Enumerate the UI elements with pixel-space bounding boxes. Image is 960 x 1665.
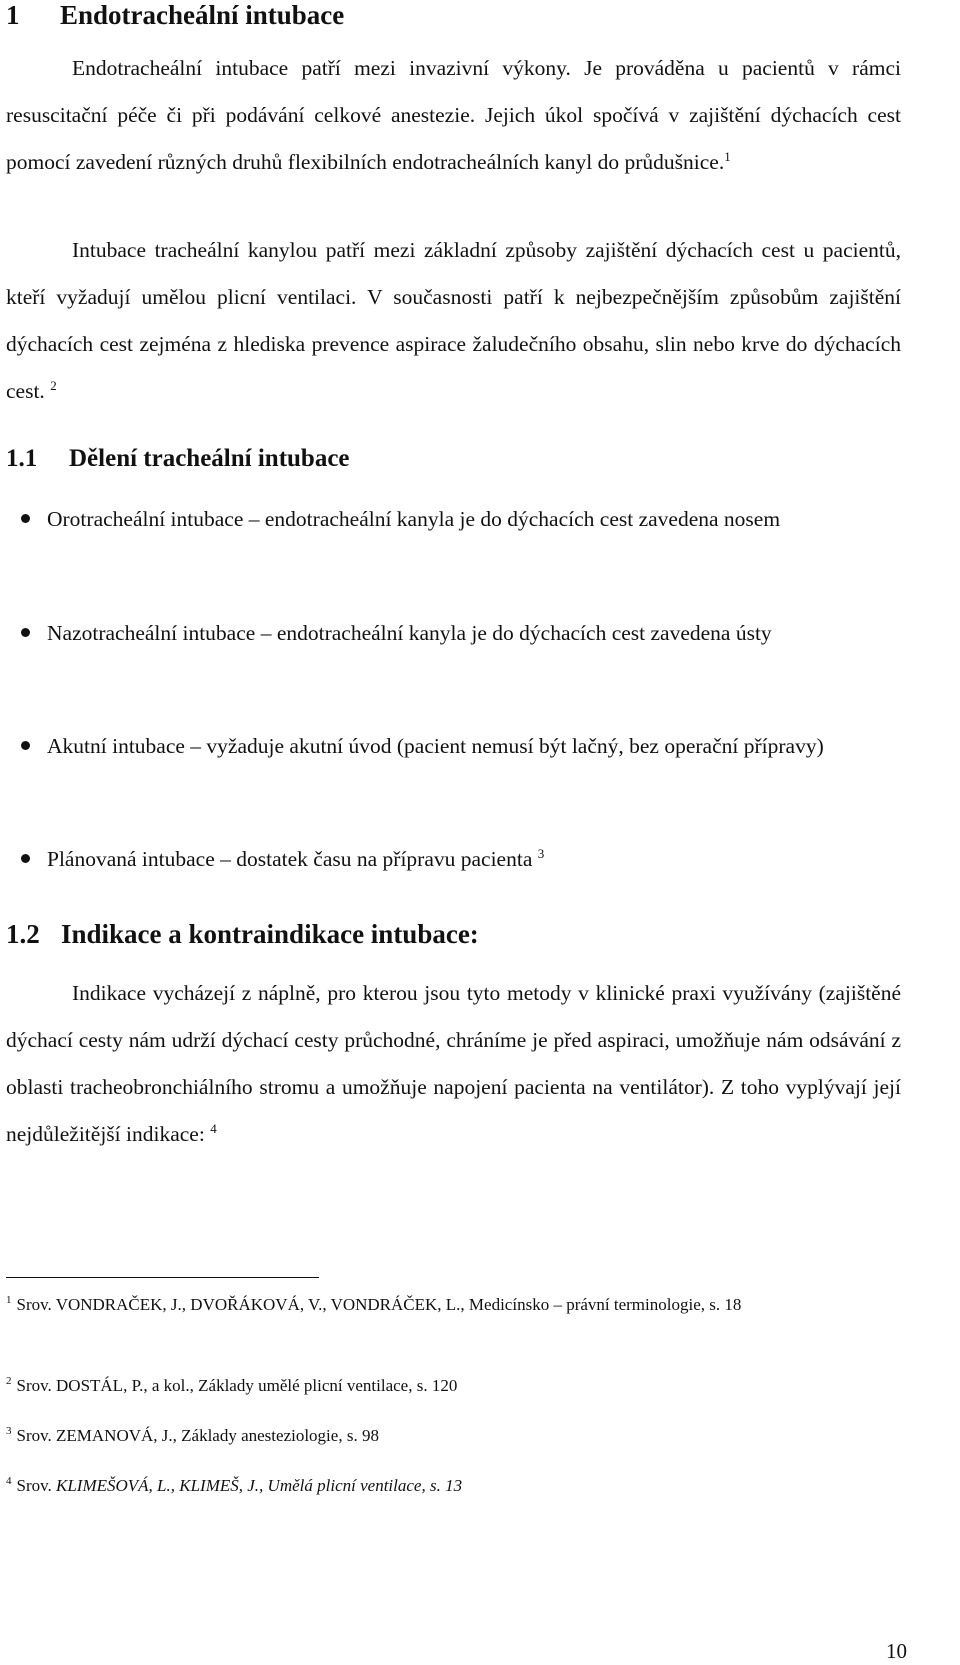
footnote-text: Srov. DOSTÁL, P., a kol., Základy umělé plicní ventilace, s. 120: [16, 1376, 458, 1395]
section-number-1-2: 1.2: [6, 919, 40, 949]
footnote-2: [6, 1369, 886, 1403]
footnote-divider: [6, 1277, 319, 1278]
footnote-text: Srov. VONDRAČEK, J., DVOŘÁKOVÁ, V., VONDRÁČEK, L., Medicínsko – právní terminologie, s. 18: [16, 1295, 742, 1314]
footnote-1: [6, 1288, 886, 1322]
bullet-icon: [21, 854, 30, 863]
chapter-heading: [6, 0, 344, 34]
intro-paragraph-1: [6, 45, 901, 186]
section-title-1-2: Indikace a kontraindikace intubace:: [61, 919, 479, 949]
list-item-text: Nazotracheální intubace – endotracheální kanyla je do dýchacích cest zavedena ústy: [47, 621, 772, 645]
chapter-title: Endotracheální intubace: [60, 0, 345, 30]
footnote-mark: 2: [6, 1375, 12, 1387]
section-heading-1-2: [6, 913, 479, 955]
page-number: 10: [886, 1639, 907, 1663]
footnote-mark: 3: [6, 1425, 12, 1437]
bullet-icon: [21, 741, 30, 750]
footnote-ref-4: 4: [210, 1121, 217, 1136]
footnote-3: [6, 1419, 886, 1453]
intro-paragraph-1-text: Endotracheální intubace patří mezi invazivní výkony. Je prováděna u pacientů v rámci resuscitační péče či při podávání celkové anestezie. Jejich úkol spočívá v zajištění dýchacích cest pomocí zavedení různých druhů flexibilních endotracheálních kanyl do průdušnice.: [6, 56, 901, 174]
footnote-ref-3: 3: [537, 846, 545, 861]
footnote-ref-2: 2: [50, 378, 57, 393]
section-number-1-1: 1.1: [6, 445, 38, 472]
footnote-mark: 4: [6, 1475, 12, 1487]
bullet-icon: [21, 628, 30, 637]
section-title-1-1: Dělení tracheální intubace: [69, 445, 350, 472]
list-item-text: Plánovaná intubace – dostatek času na přípravu pacienta $^3$: [47, 846, 545, 871]
section-heading-1-1: [6, 439, 350, 479]
bullet-icon: [21, 514, 30, 523]
indications-paragraph-text: Indikace vycházejí z náplně, pro kterou jsou tyto metody v klinické praxi využívány (zajištěné dýchací cesty nám udrží dýchací cesty průchodné, chráníme je před aspiraci, umožňuje nám odsávání z oblasti tracheobronchiálního stromu a umožňuje napojení pacienta na ventilátor). Z toho vyplývají její nejdůležitější indikace:: [6, 981, 901, 1146]
list-item-text: Akutní intubace – vyžaduje akutní úvod (pacient nemusí být lačný, bez operační přípravy): [47, 734, 824, 758]
chapter-number: 1: [6, 0, 20, 30]
footnote-mark: 1: [6, 1294, 12, 1306]
footnote-italic-text: KLIMEŠOVÁ, L., KLIMEŠ, J., Umělá plicní ventilace, s. 13: [56, 1476, 463, 1495]
intro-paragraph-2-text: Intubace tracheální kanylou patří mezi základní způsoby zajištění dýchacích cest u pacientů, kteří vyžadují umělou plicní ventilaci. V současnosti patří k nejbezpečnějším způsobům zajištění dýchacích cest zejména z hlediska prevence aspirace žaludečního obsahu, slin nebo krve do dýchacích cest.: [6, 238, 901, 403]
footnote-text: Srov.: [16, 1476, 57, 1495]
indications-paragraph: [6, 970, 901, 1158]
footnote-text: Srov. ZEMANOVÁ, J., Základy anesteziologie, s. 98: [16, 1426, 379, 1445]
intro-paragraph-2: [6, 227, 901, 415]
footnote-ref-1: 1: [724, 149, 731, 164]
list-item-text: Orotracheální intubace – endotracheální kanyla je do dýchacích cest zavedena nosem: [47, 507, 781, 531]
footnote-4: [6, 1469, 886, 1503]
